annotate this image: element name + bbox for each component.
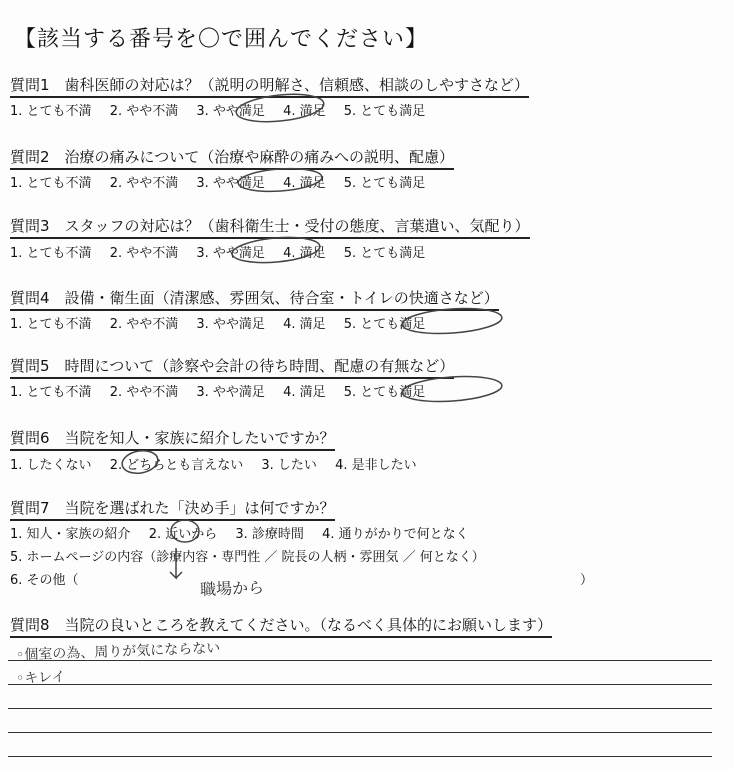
option[interactable]: 5. とても満足: [343, 317, 426, 332]
option[interactable]: 3. 診療時間: [235, 527, 304, 542]
question-7: 質問7 当院を選ばれた「決め手」は何ですか？: [10, 497, 335, 521]
option[interactable]: 1. したくない: [10, 458, 92, 473]
option[interactable]: 4. 満足: [283, 385, 326, 400]
option[interactable]: 2. やや不満: [109, 246, 179, 261]
handwritten-other-answer: 職場から: [199, 577, 265, 600]
option[interactable]: 2. どちらとも言えない: [109, 458, 244, 473]
selection-circle: [401, 306, 502, 337]
option[interactable]: 1. とても不満: [10, 104, 92, 119]
option[interactable]: 4. 満足: [283, 246, 326, 261]
question-5: 質問5 時間について（診察や会計の待ち時間、配慮の有無など）: [10, 355, 454, 379]
other-label[interactable]: 6. その他（: [10, 573, 79, 588]
option[interactable]: 1. とても不満: [10, 317, 92, 332]
option[interactable]: 4. 是非したい: [335, 458, 417, 473]
option[interactable]: 1. とても不満: [10, 246, 92, 261]
question-8: 質問8 当院の良いところを教えてください。（なるべく具体的にお願いします）: [10, 614, 552, 638]
option[interactable]: 4. 満足: [283, 176, 326, 191]
option[interactable]: 3. やや満足: [196, 176, 265, 191]
option[interactable]: 4. 通りがかりで何となく: [322, 527, 469, 542]
selection-circle: [171, 520, 199, 542]
selection-circle: [235, 90, 325, 125]
question-3: 質問3 スタッフの対応は？（歯科衛生士・受付の態度、言葉遣い、気配り）: [10, 215, 530, 239]
option[interactable]: 2. やや不満: [109, 317, 179, 332]
option[interactable]: 3. やや満足: [196, 246, 265, 261]
selection-circle: [237, 166, 322, 194]
question-1: 質問1 歯科医師の対応は？（説明の明解さ、信頼感、相談のしやすさなど）: [10, 74, 529, 98]
option[interactable]: 1. 知人・家族の紹介: [10, 527, 131, 542]
option[interactable]: 3. やや満足: [196, 317, 265, 332]
option[interactable]: 3. やや満足: [196, 104, 265, 119]
option[interactable]: 3. やや満足: [196, 385, 265, 400]
option[interactable]: 3. したい: [261, 458, 317, 473]
selection-circle: [120, 448, 159, 476]
option[interactable]: 2. やや不満: [109, 104, 179, 119]
option[interactable]: 5. とても満足: [343, 176, 426, 191]
option[interactable]: 2. 近いから: [148, 527, 218, 542]
option[interactable]: 1. とても不満: [10, 385, 92, 400]
option[interactable]: 2. やや不満: [109, 176, 179, 191]
option[interactable]: 4. 満足: [283, 317, 326, 332]
option[interactable]: 5. とても満足: [343, 385, 426, 400]
page-title: 【該当する番号を〇で囲んでください】: [14, 27, 429, 52]
answers-7-line2[interactable]: 5. ホームページの内容（診療内容・専門性 ／ 院長の人柄・雰囲気 ／ 何となく）: [10, 550, 485, 565]
handwritten-answer-2: ◦キレイ: [15, 669, 66, 687]
option[interactable]: 1. とても不満: [10, 176, 92, 191]
handwritten-answer-1: ◦個室の為、周りが気にならない: [15, 640, 221, 664]
option[interactable]: 2. やや不満: [109, 385, 179, 400]
option[interactable]: 4. 満足: [283, 104, 326, 119]
selection-circle: [401, 374, 502, 405]
question-6: 質問6 当院を知人・家族に紹介したいですか？: [10, 427, 335, 451]
question-2: 質問2 治療の痛みについて（治療や麻酔の痛みへの説明、配慮）: [10, 146, 454, 170]
other-close-paren: ）: [580, 573, 594, 588]
question-4: 質問4 設備・衛生面（清潔感、雰囲気、待合室・トイレの快適さなど）: [10, 287, 499, 311]
option[interactable]: 5. とても満足: [343, 246, 426, 261]
arrow-mark: [170, 548, 182, 578]
option[interactable]: 5. とても満足: [343, 104, 426, 119]
selection-circle: [231, 234, 321, 266]
